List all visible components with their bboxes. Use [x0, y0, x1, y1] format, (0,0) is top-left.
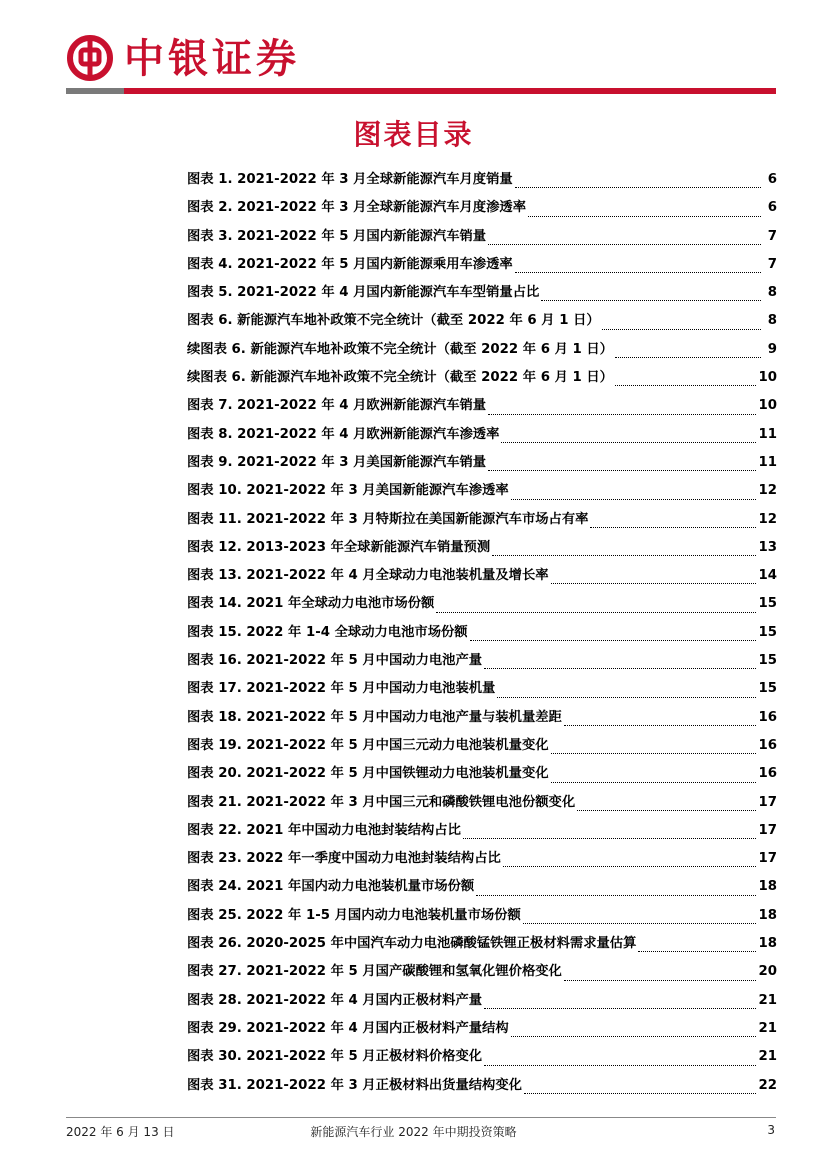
toc-entry[interactable] [187, 536, 777, 564]
toc-entry-page: 21 [758, 1049, 777, 1065]
toc-entry-label: 图表 9. 2021-2022 年 3 月美国新能源汽车销量 [187, 454, 487, 470]
toc-entry[interactable] [187, 423, 777, 451]
toc-leader-dots [602, 328, 761, 330]
toc-entry[interactable] [187, 592, 777, 620]
toc-entry[interactable] [187, 847, 777, 875]
toc-entry[interactable] [187, 253, 777, 281]
toc-leader-dots [436, 611, 756, 613]
toc-entry-label: 图表 31. 2021-2022 年 3 月正极材料出货量结构变化 [187, 1077, 522, 1093]
toc-entry-label: 图表 1. 2021-2022 年 3 月全球新能源汽车月度销量 [187, 172, 513, 187]
toc-leader-dots [528, 215, 761, 217]
toc-entry[interactable] [187, 479, 777, 507]
toc-leader-dots [551, 582, 757, 584]
toc-entry-page: 16 [758, 766, 777, 782]
toc-entry[interactable] [187, 564, 777, 592]
toc-leader-dots [638, 950, 756, 952]
toc-entry-label: 图表 13. 2021-2022 年 4 月全球动力电池装机量及增长率 [187, 568, 549, 584]
toc-entry-page: 8 [767, 313, 777, 329]
toc-leader-dots [484, 1007, 756, 1009]
toc-leader-dots [615, 356, 761, 358]
page-title: 图表目录 [353, 118, 474, 151]
toc-leader-dots [551, 781, 757, 783]
toc-entry-page: 14 [758, 568, 777, 584]
toc-entry[interactable] [187, 762, 777, 790]
toc-entry[interactable] [187, 960, 777, 988]
toc-leader-dots [541, 299, 761, 301]
toc-leader-dots [564, 979, 757, 981]
toc-entry-page: 11 [758, 426, 777, 442]
toc-entry-label: 续图表 6. 新能源汽车地补政策不完全统计（截至 2022 年 6 月 1 日） [187, 341, 613, 357]
toc-leader-dots [488, 469, 756, 471]
toc-entry[interactable] [187, 875, 777, 903]
toc-entry[interactable] [187, 904, 777, 932]
toc-entry-page: 12 [758, 483, 777, 499]
toc-entry-page: 7 [767, 256, 777, 272]
toc-entry[interactable] [187, 1074, 777, 1102]
toc-entry-page: 13 [758, 539, 777, 555]
page-header [66, 30, 776, 96]
toc-entry[interactable] [187, 734, 777, 762]
toc-leader-dots [497, 696, 756, 698]
toc-entry-label: 图表 8. 2021-2022 年 4 月欧洲新能源汽车渗透率 [187, 426, 500, 442]
toc-entry-page: 15 [758, 596, 777, 612]
table-of-figures [187, 168, 777, 1102]
toc-entry-label: 图表 20. 2021-2022 年 5 月中国铁锂动力电池装机量变化 [187, 766, 549, 782]
toc-entry-label: 图表 16. 2021-2022 年 5 月中国动力电池产量 [187, 653, 483, 669]
toc-entry-page: 17 [758, 851, 777, 867]
toc-entry[interactable] [187, 168, 777, 196]
toc-leader-dots [515, 271, 761, 273]
toc-entry[interactable] [187, 621, 777, 649]
toc-entry-label: 图表 15. 2022 年 1-4 全球动力电池市场份额 [187, 624, 468, 640]
footer-document-name: 新能源汽车行业 2022 年中期投资策略 [310, 1125, 517, 1139]
toc-leader-dots [511, 1035, 757, 1037]
toc-leader-dots [515, 186, 761, 188]
toc-entry-label: 图表 6. 新能源汽车地补政策不完全统计（截至 2022 年 6 月 1 日） [187, 313, 600, 329]
toc-entry-page: 20 [758, 964, 777, 980]
footer-page-number: 3 [767, 1123, 775, 1137]
toc-entry-label: 图表 27. 2021-2022 年 5 月国产碳酸锂和氢氧化锂价格变化 [187, 964, 562, 980]
toc-entry[interactable] [187, 309, 777, 337]
toc-leader-dots [463, 837, 757, 839]
toc-entry-label: 续图表 6. 新能源汽车地补政策不完全统计（截至 2022 年 6 月 1 日） [187, 370, 613, 386]
toc-leader-dots [476, 894, 756, 896]
toc-entry-page: 22 [758, 1077, 777, 1093]
toc-entry[interactable] [187, 366, 777, 394]
toc-entry-label: 图表 28. 2021-2022 年 4 月国内正极材料产量 [187, 992, 483, 1008]
toc-leader-dots [501, 441, 756, 443]
toc-entry-label: 图表 2. 2021-2022 年 3 月全球新能源汽车月度渗透率 [187, 200, 526, 216]
toc-entry-label: 图表 26. 2020-2025 年中国汽车动力电池磷酸锰铁锂正极材料需求量估算 [187, 936, 637, 952]
toc-leader-dots [551, 752, 757, 754]
toc-entry[interactable] [187, 932, 777, 960]
toc-entry-page: 18 [758, 907, 777, 923]
toc-entry-page: 15 [758, 624, 777, 640]
toc-entry-page: 7 [767, 228, 777, 244]
toc-entry[interactable] [187, 706, 777, 734]
header-rule-gray [66, 88, 124, 94]
toc-entry-label: 图表 22. 2021 年中国动力电池封装结构占比 [187, 822, 461, 838]
toc-entry-label: 图表 11. 2021-2022 年 3 月特斯拉在美国新能源汽车市场占有率 [187, 511, 589, 527]
toc-entry-page: 16 [758, 737, 777, 753]
toc-leader-dots [590, 526, 756, 528]
toc-entry-page: 9 [767, 341, 777, 357]
toc-entry[interactable] [187, 1017, 777, 1045]
toc-entry-label: 图表 29. 2021-2022 年 4 月国内正极材料产量结构 [187, 1020, 509, 1036]
toc-entry[interactable] [187, 677, 777, 705]
toc-entry-page: 18 [758, 879, 777, 895]
toc-leader-dots [484, 1064, 756, 1066]
toc-entry[interactable] [187, 338, 777, 366]
toc-entry-page: 10 [758, 370, 777, 386]
toc-entry[interactable] [187, 819, 777, 847]
toc-entry-page: 15 [758, 653, 777, 669]
toc-entry-page: 12 [758, 511, 777, 527]
toc-entry-page: 17 [758, 794, 777, 810]
toc-entry-label: 图表 18. 2021-2022 年 5 月中国动力电池产量与装机量差距 [187, 709, 562, 725]
bank-of-china-logo-icon [66, 34, 114, 82]
toc-leader-dots [564, 724, 757, 726]
toc-leader-dots [523, 922, 757, 924]
brand-name: 中银证券 [124, 35, 300, 82]
toc-entry-label: 图表 14. 2021 年全球动力电池市场份额 [187, 596, 435, 612]
toc-entry[interactable] [187, 989, 777, 1017]
toc-entry-label: 图表 24. 2021 年国内动力电池装机量市场份额 [187, 879, 475, 895]
toc-entry[interactable] [187, 649, 777, 677]
header-rule-red [124, 88, 776, 94]
toc-entry-page: 6 [767, 172, 777, 187]
toc-entry-page: 11 [758, 454, 777, 470]
toc-entry-page: 16 [758, 709, 777, 725]
toc-entry-page: 17 [758, 822, 777, 838]
footer-date: 2022 年 6 月 13 日 [66, 1125, 175, 1139]
toc-leader-dots [577, 809, 756, 811]
toc-entry-label: 图表 17. 2021-2022 年 5 月中国动力电池装机量 [187, 681, 496, 697]
toc-entry[interactable] [187, 451, 777, 479]
toc-entry[interactable] [187, 225, 777, 253]
toc-leader-dots [511, 498, 757, 500]
toc-leader-dots [503, 865, 757, 867]
toc-entry[interactable] [187, 791, 777, 819]
toc-entry-label: 图表 3. 2021-2022 年 5 月国内新能源汽车销量 [187, 228, 487, 244]
toc-entry-label: 图表 19. 2021-2022 年 5 月中国三元动力电池装机量变化 [187, 737, 549, 753]
toc-entry-label: 图表 10. 2021-2022 年 3 月美国新能源汽车渗透率 [187, 483, 509, 499]
toc-leader-dots [484, 667, 756, 669]
toc-leader-dots [488, 413, 756, 415]
toc-entry-label: 图表 30. 2021-2022 年 5 月正极材料价格变化 [187, 1049, 483, 1065]
toc-entry[interactable] [187, 394, 777, 422]
toc-entry-label: 图表 21. 2021-2022 年 3 月中国三元和磷酸铁锂电池份额变化 [187, 794, 576, 810]
toc-entry-label: 图表 25. 2022 年 1-5 月国内动力电池装机量市场份额 [187, 907, 521, 923]
toc-entry-label: 图表 7. 2021-2022 年 4 月欧洲新能源汽车销量 [187, 398, 487, 414]
toc-entry-page: 8 [767, 285, 777, 301]
toc-entry[interactable] [187, 1045, 777, 1073]
toc-entry[interactable] [187, 508, 777, 536]
toc-entry[interactable] [187, 196, 777, 224]
toc-entry-label: 图表 12. 2013-2023 年全球新能源汽车销量预测 [187, 539, 491, 555]
toc-entry-page: 10 [758, 398, 777, 414]
toc-entry[interactable] [187, 281, 777, 309]
toc-entry-page: 6 [767, 200, 777, 216]
toc-leader-dots [615, 384, 757, 386]
toc-leader-dots [492, 554, 756, 556]
toc-entry-page: 21 [758, 1020, 777, 1036]
toc-entry-page: 15 [758, 681, 777, 697]
toc-entry-page: 21 [758, 992, 777, 1008]
toc-entry-label: 图表 4. 2021-2022 年 5 月国内新能源乘用车渗透率 [187, 256, 513, 272]
toc-leader-dots [470, 639, 757, 641]
toc-entry-page: 18 [758, 936, 777, 952]
footer-divider [66, 1117, 776, 1118]
toc-entry-label: 图表 23. 2022 年一季度中国动力电池封装结构占比 [187, 851, 501, 867]
toc-leader-dots [488, 243, 761, 245]
toc-leader-dots [524, 1092, 757, 1094]
toc-entry-label: 图表 5. 2021-2022 年 4 月国内新能源汽车车型销量占比 [187, 285, 540, 301]
